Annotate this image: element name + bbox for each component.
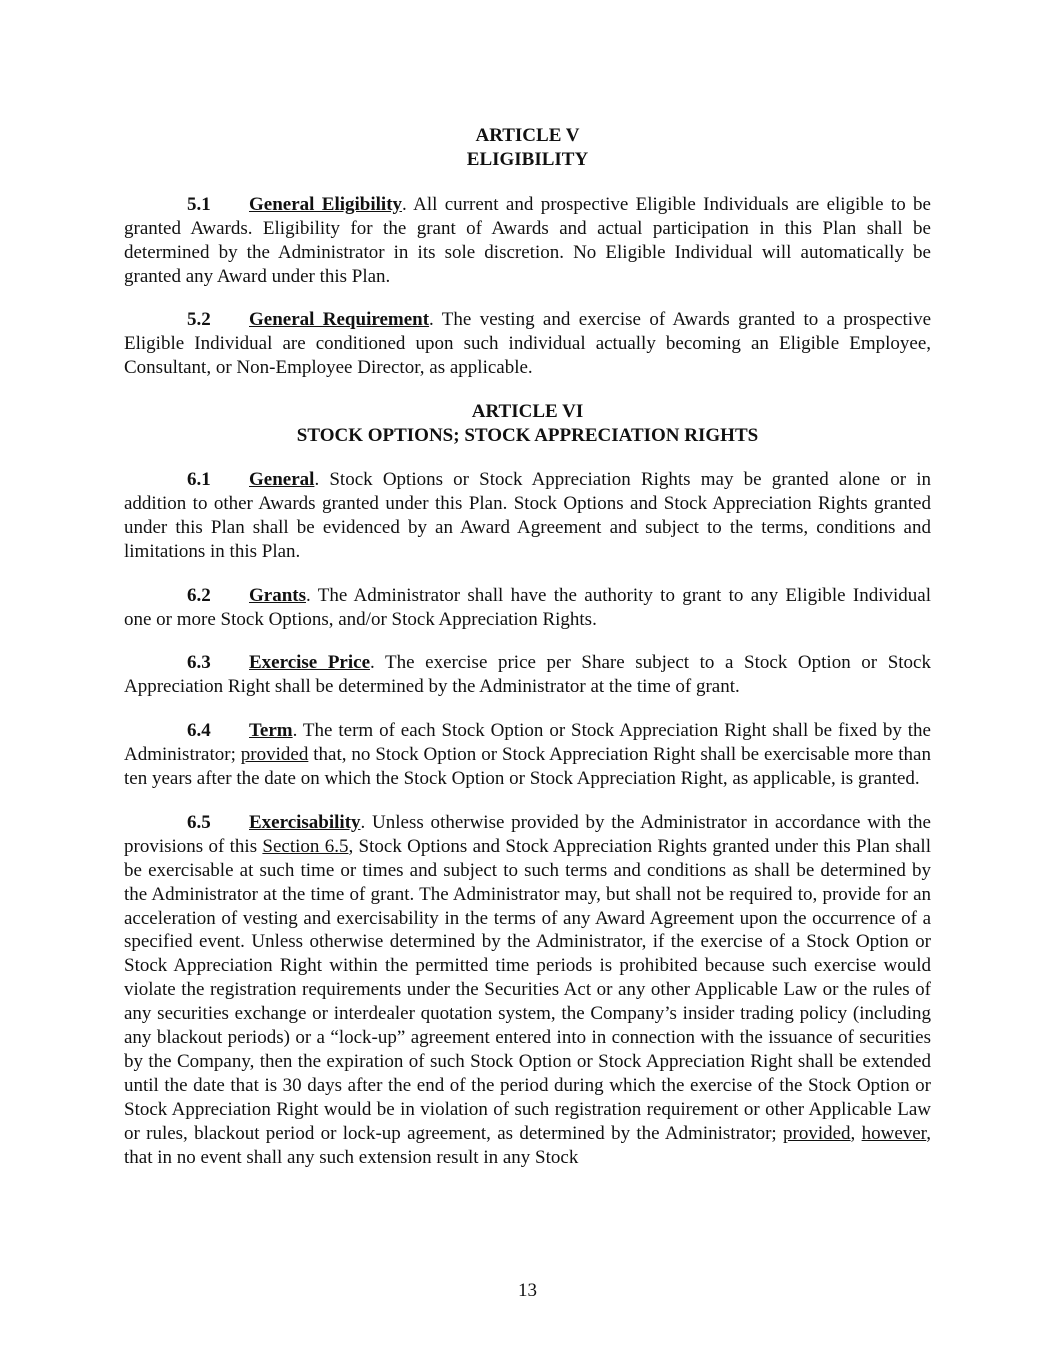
section-text: . All current and prospective Eligible Individuals are eligible to be granted Awards. Eligibility for the grant of Awards and actual participation in this Plan shall be determined by the Administrator in its sole discretion. No Eligible Individual will automatically be granted any Award under this Plan. [124,193,931,287]
provided-term: provided [783,1122,851,1144]
section-number: 5.1 [187,193,211,215]
page-number: 13 [518,1280,537,1301]
section-title: Term [249,720,293,742]
section-text: . The Administrator shall have the authority to grant to any Eligible Individual one or more Stock Options, and/or Stock Appreciation Rights. [124,584,931,630]
section-6-3 [124,651,931,699]
section-6-2 [124,584,931,632]
section-title: Exercise Price [249,652,371,674]
section-title: Exercisability [249,811,361,833]
section-title: General Requirement [249,309,430,331]
however-term: however [861,1122,927,1144]
document-page [124,124,931,1170]
section-text: . The exercise price per Share subject to a Stock Option or Stock Appreciation Right shall be determined by the Administrator at the time of grant. [124,652,931,698]
provided-term: provided [240,744,309,766]
article-number: ARTICLE VI [471,401,584,423]
section-text: . The term of each Stock Option or Stock Appreciation Right shall be fixed by the Administrator; [124,720,931,766]
section-text: . The vesting and exercise of Awards granted to a prospective Eligible Individual are conditioned upon such individual actually becoming an Eligible Employee, Consultant, or Non-Employee Director, as applicable. [124,309,932,379]
section-text: . Stock Options or Stock Appreciation Rights may be granted alone or in addition to other Awards granted under this Plan. Stock Options and Stock Appreciation Rights granted under this Plan shall be evidenced by an Award Agreement and subject to the terms, conditions and limitations in this Plan. [124,468,931,562]
section-reference: Section 6.5 [262,835,349,857]
section-text: that, no Stock Option or Stock Appreciation Right shall be exercisable more than ten years after the date on which the Stock Option or Stock Appreciation Right, as applicable, is granted. [124,744,931,790]
section-6-4 [124,719,931,791]
section-text: , Stock Options and Stock Appreciation Rights granted under this Plan shall be exercisable at such time or times and subject to such terms and conditions as shall be determined by the Administrator at the time of grant. The Administrator may, but shall not be required to, provide for an acceleration of vesting and exercisability in the terms of any Award Agreement upon the occurrence of a specified event. Unless otherwise determined by the Administrator, if the exercise of a Stock Option or Stock Appreciation Right within the permitted time periods is prohibited because such exercise would violate the registration requirements under the Securities Act or any other Applicable Law or the rules of any securities exchange or interdealer quotation system, the Company’s insider trading policy (including any blackout periods) or a “lock-up” agreement entered into in connection with the issuance of securities by the Company, then the expiration of such Stock Option or Stock Appreciation Right shall be extended until the date that is 30 days after the end of the period during which the exercise of the Stock Option or Stock Appreciation Right would be in violation of such registration requirement or other Applicable Law or rules, blackout period or lock-up agreement, as determined by the Administrator; [124,835,931,1144]
article-title: ELIGIBILITY [466,148,589,170]
article-title: STOCK OPTIONS; STOCK APPRECIATION RIGHTS [296,425,759,447]
section-title: General Eligibility [249,193,403,215]
section-text: , that in no event shall any such extension result in any Stock [124,1122,931,1168]
section-title: General [249,468,315,490]
section-5-1 [124,193,931,289]
section-text: . Unless otherwise provided by the Administrator in accordance with the provisions of this [124,811,931,857]
section-6-1 [124,468,931,564]
comma: , [850,1122,862,1144]
section-title: Grants [249,584,306,606]
section-number: 6.5 [187,811,211,833]
section-number: 6.4 [187,720,211,742]
article-number: ARTICLE V [475,125,580,146]
section-number: 6.3 [187,652,211,674]
section-number: 5.2 [187,309,211,331]
section-number: 6.2 [187,584,211,606]
article-vi-heading [124,400,931,448]
section-5-2 [124,308,931,380]
article-v-heading [124,124,931,172]
section-6-5 [124,811,931,1170]
section-number: 6.1 [187,468,211,490]
